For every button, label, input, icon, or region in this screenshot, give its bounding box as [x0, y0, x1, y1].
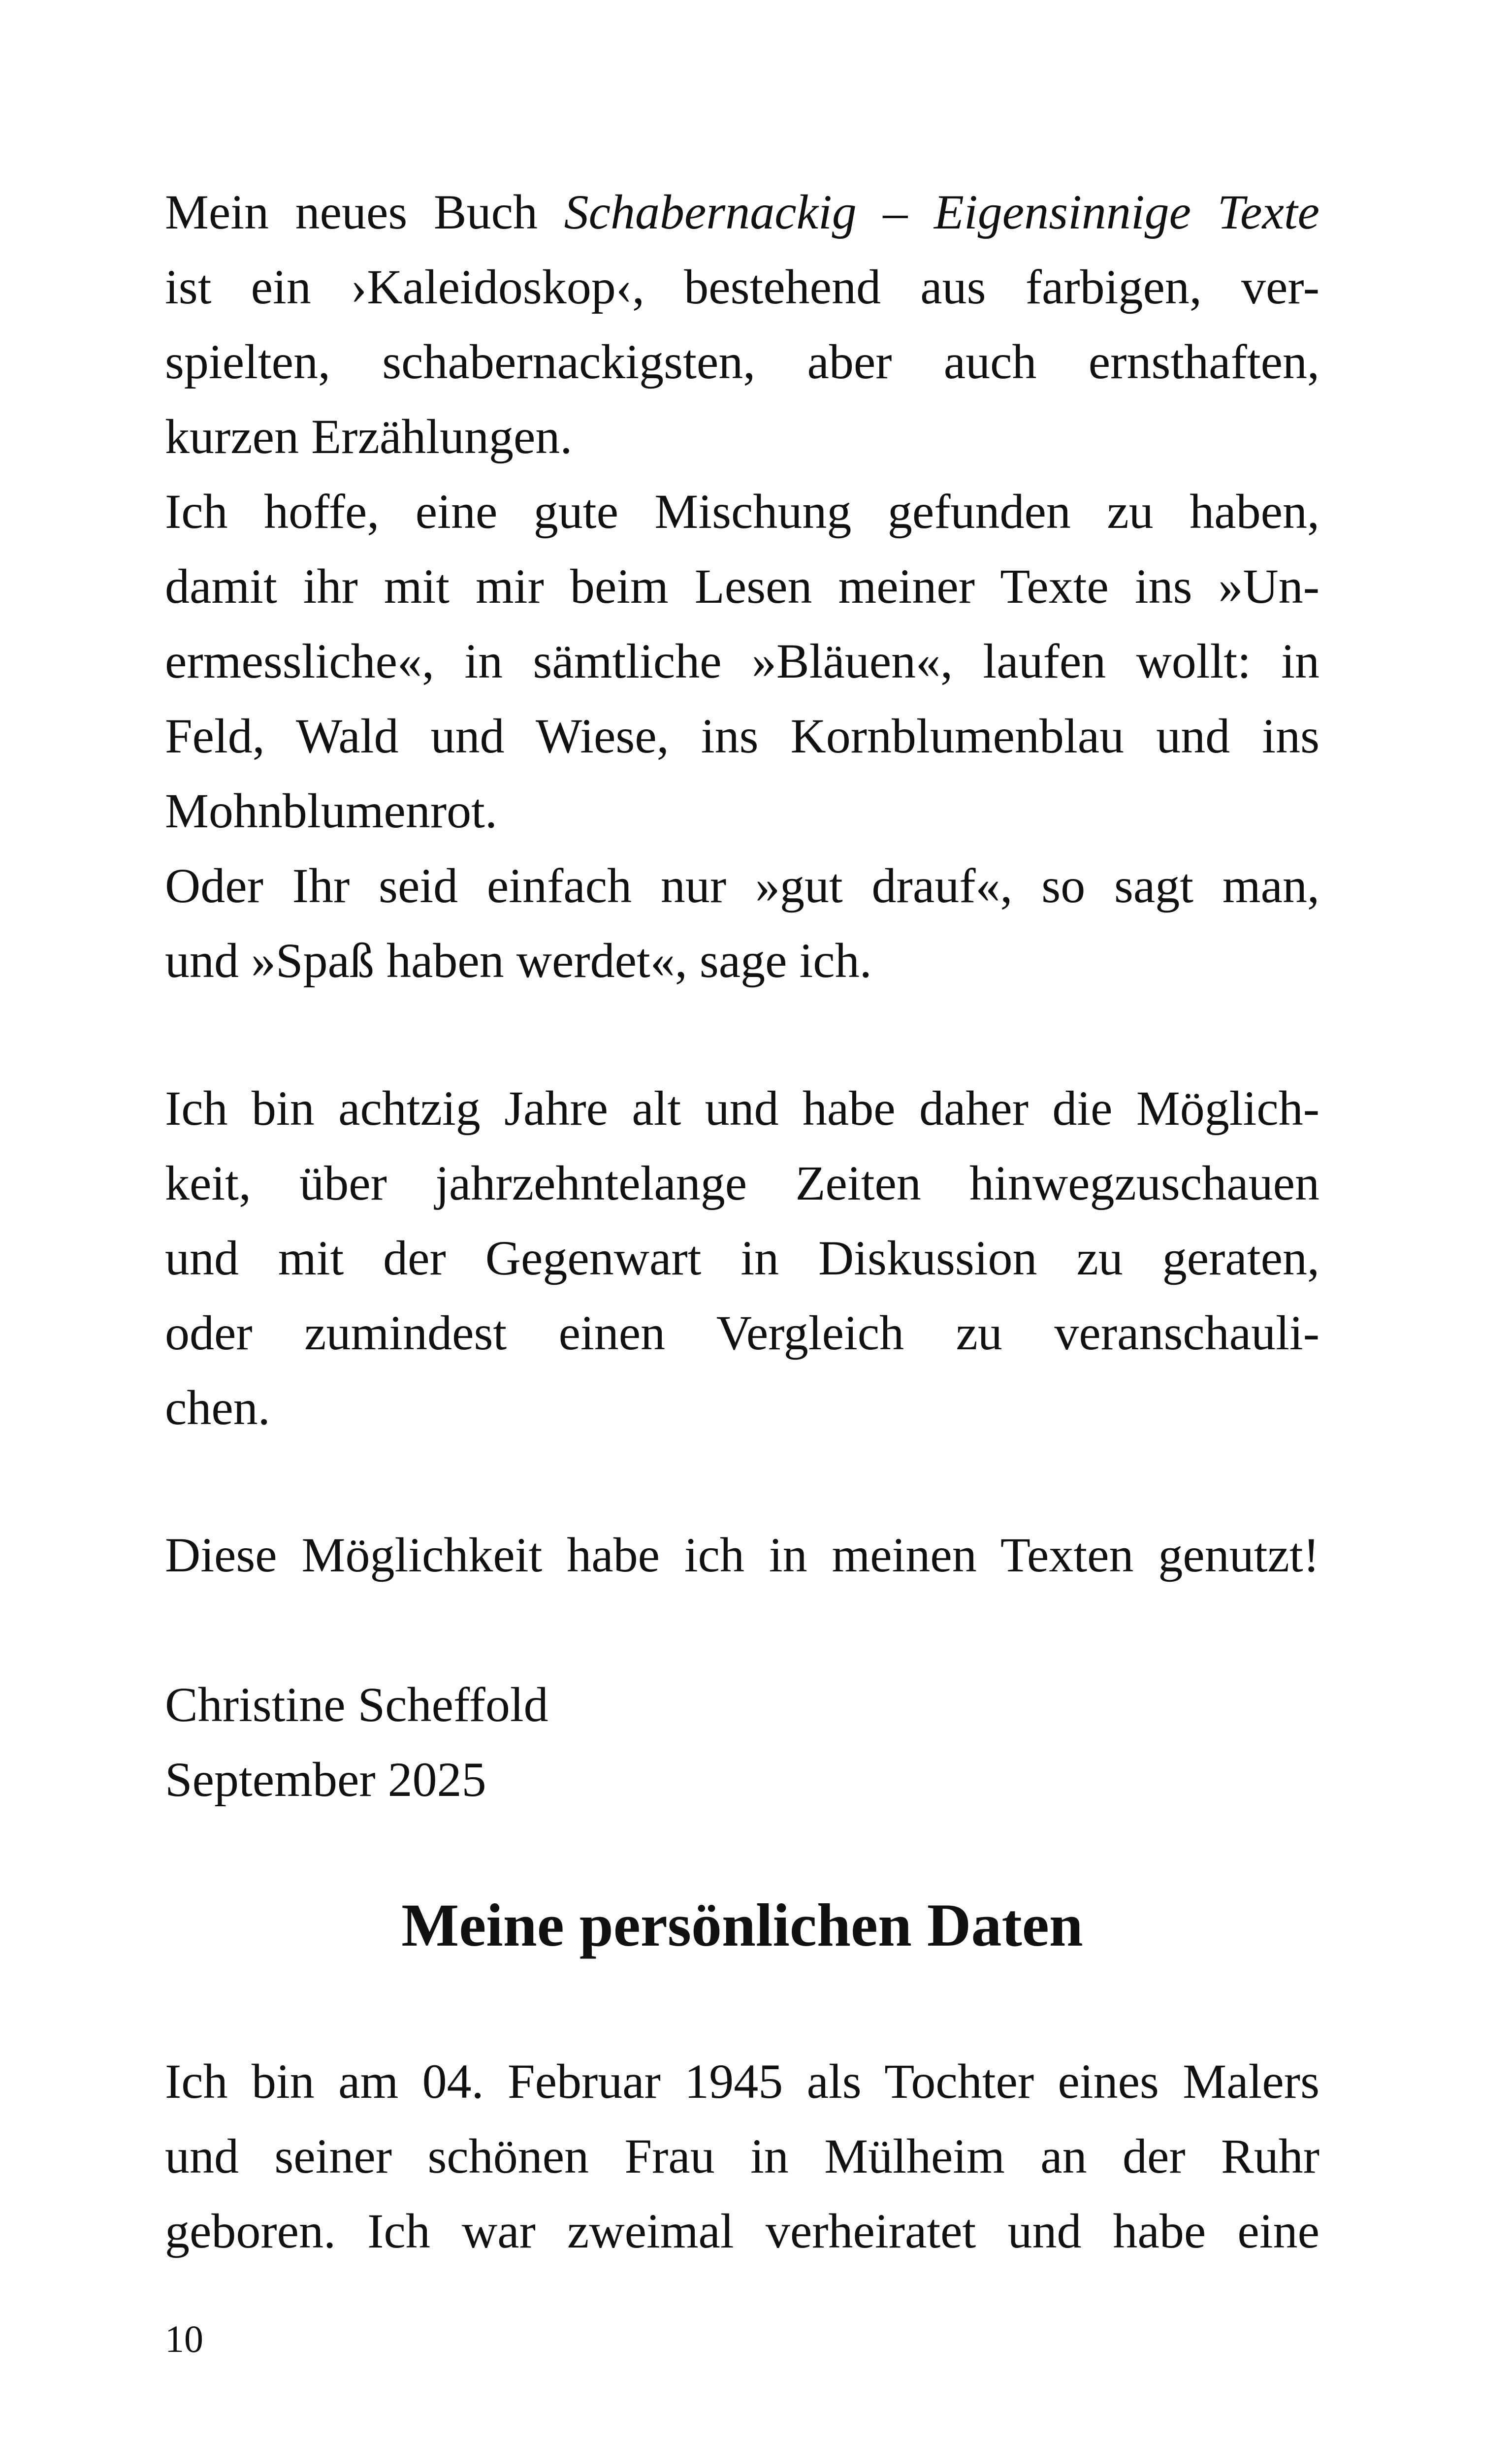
- age-line: chen.: [165, 1380, 270, 1435]
- intro-line: Mein neues Buch Schabernackig – Eigensinnige Texte: [165, 185, 1319, 239]
- intro-line: Oder Ihr seid einfach nur »gut drauf«, so sagt man,: [165, 858, 1319, 913]
- section-heading: Meine persönlichen Daten: [401, 1891, 1083, 1959]
- book-title: Schabernackig – Eigensinnige Texte: [564, 185, 1319, 239]
- intro-line: Mohnblumenrot.: [165, 783, 497, 838]
- intro-line: ermessliche«, in sämtliche »Bläuen«, laufen wollt: in: [165, 634, 1319, 688]
- signature-date: September 2025: [165, 1752, 486, 1807]
- personal-line: geboren. Ich war zweimal verheiratet und habe eine: [165, 2204, 1319, 2258]
- intro-line: damit ihr mit mir beim Lesen meiner Texte ins »Un-: [165, 559, 1319, 614]
- age-line: keit, über jahrzehntelange Zeiten hinwegzuschauen: [165, 1156, 1319, 1210]
- closing-paragraph: [165, 1518, 1319, 1593]
- age-paragraph: [165, 1071, 1319, 1445]
- intro-line: Feld, Wald und Wiese, ins Kornblumenblau und ins: [165, 709, 1319, 763]
- signature-block: [165, 1667, 1319, 1817]
- intro-line: kurzen Erzählungen.: [165, 409, 573, 464]
- intro-line: ist ein ›Kaleidoskop‹, bestehend aus farbigen, ver-: [165, 260, 1319, 314]
- intro-line: Ich hoffe, eine gute Mischung gefunden zu haben,: [165, 484, 1319, 539]
- age-line: und mit der Gegenwart in Diskussion zu geraten,: [165, 1231, 1319, 1285]
- page-number: 10: [165, 2317, 203, 2360]
- closing-line: Diese Möglichkeit habe ich in meinen Texten genutzt!: [165, 1528, 1319, 1582]
- personal-data-paragraph: [165, 2044, 1319, 2269]
- intro-paragraph: [165, 175, 1319, 998]
- intro-line: spielten, schabernackigsten, aber auch ernsthaften,: [165, 334, 1319, 389]
- intro-line: und »Spaß haben werdet«, sage ich.: [165, 933, 872, 988]
- signature-name: Christine Scheffold: [165, 1677, 548, 1732]
- personal-line: Ich bin am 04. Februar 1945 als Tochter eines Malers: [165, 2054, 1319, 2109]
- personal-line: und seiner schönen Frau in Mülheim an der Ruhr: [165, 2129, 1319, 2183]
- age-line: oder zumindest einen Vergleich zu veranschauli-: [165, 1305, 1319, 1360]
- age-line: Ich bin achtzig Jahre alt und habe daher die Möglich-: [165, 1081, 1319, 1136]
